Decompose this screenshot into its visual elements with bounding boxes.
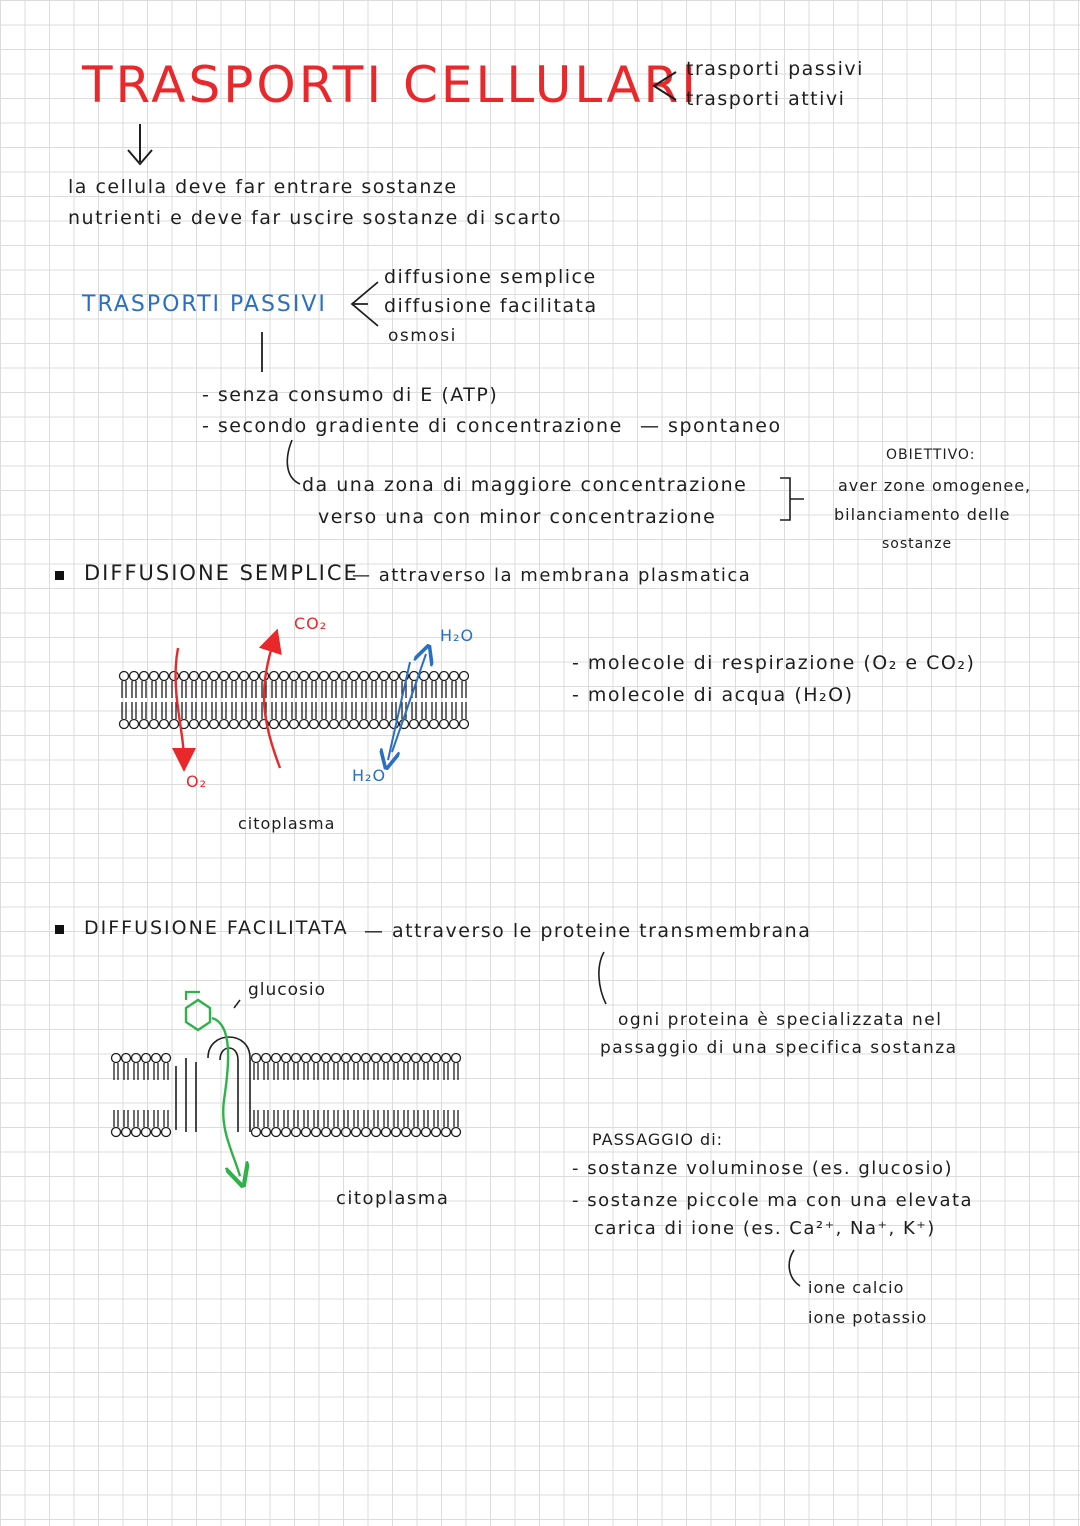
lipid-tail <box>334 1063 338 1080</box>
lipid-tail <box>122 681 126 698</box>
phospholipid-head <box>440 720 449 729</box>
phospholipid-head <box>262 1128 271 1137</box>
lipid-tail <box>344 1110 348 1127</box>
phospholipid-head <box>442 1054 451 1063</box>
phospholipid-head <box>160 720 169 729</box>
lipid-tail <box>374 1110 378 1127</box>
phospholipid-head <box>380 720 389 729</box>
lipid-tail <box>322 702 326 719</box>
phospholipid-head <box>120 720 129 729</box>
lipid-tail <box>362 702 366 719</box>
phospholipid-head <box>350 672 359 681</box>
semplice-molecule-1: - molecole di respirazione (O₂ e CO₂) <box>572 652 976 674</box>
phospholipid-head <box>270 720 279 729</box>
phospholipid-head <box>332 1128 341 1137</box>
lipid-tail <box>294 1110 298 1127</box>
phospholipid-head <box>132 1054 141 1063</box>
phospholipid-head <box>410 720 419 729</box>
lipid-tail <box>222 702 226 719</box>
lipid-tail <box>142 702 146 719</box>
phospholipid-head <box>180 672 189 681</box>
phospholipid-head <box>150 720 159 729</box>
lipid-tail <box>334 1110 338 1127</box>
phospholipid-head <box>322 1054 331 1063</box>
lipid-tail <box>302 681 306 698</box>
phospholipid-head <box>442 1128 451 1137</box>
lipid-tail <box>354 1110 358 1127</box>
lipid-tail <box>162 702 166 719</box>
lipid-tail <box>242 681 246 698</box>
phospholipid-head <box>312 1128 321 1137</box>
phospholipid-head <box>360 672 369 681</box>
lipid-tail <box>172 702 176 719</box>
phospholipid-head <box>362 1128 371 1137</box>
lipid-tail <box>284 1110 288 1127</box>
lipid-tail <box>164 1063 168 1080</box>
phospholipid-head <box>252 1054 261 1063</box>
phospholipid-head <box>240 672 249 681</box>
lipid-tail <box>372 681 376 698</box>
passive-bracket <box>352 282 378 326</box>
intro-line-1: la cellula deve far entrare sostanze <box>68 176 458 198</box>
passive-heading: TRASPORTI PASSIVI <box>82 292 327 317</box>
phospholipid-head <box>380 672 389 681</box>
phospholipid-head <box>150 672 159 681</box>
phospholipid-head <box>210 672 219 681</box>
lipid-tail <box>202 702 206 719</box>
ion-potassium: ione potassio <box>808 1308 928 1327</box>
lipid-tail <box>144 1063 148 1080</box>
phospholipid-head <box>290 720 299 729</box>
lipid-tail <box>164 1110 168 1127</box>
lipid-tail <box>342 702 346 719</box>
phospholipid-head <box>440 672 449 681</box>
title-type-passive: trasporti passivi <box>686 58 864 80</box>
lipid-tail <box>284 1063 288 1080</box>
objective-line-2: bilanciamento delle <box>834 505 1011 524</box>
lipid-tail <box>382 681 386 698</box>
lipid-tail <box>332 702 336 719</box>
lipid-tail <box>364 1063 368 1080</box>
phospholipid-head <box>460 720 469 729</box>
phospholipid-head <box>402 1054 411 1063</box>
lipid-tail <box>304 1063 308 1080</box>
phospholipid-head <box>270 672 279 681</box>
lipid-tail <box>232 702 236 719</box>
lipid-tail <box>152 681 156 698</box>
lipid-tail <box>424 1063 428 1080</box>
lipid-tail <box>324 1063 328 1080</box>
lipid-tail <box>412 702 416 719</box>
lipid-tail <box>272 702 276 719</box>
phospholipid-head <box>370 672 379 681</box>
phospholipid-head <box>200 672 209 681</box>
gradient-line-1: da una zona di maggiore concentrazione <box>302 474 748 496</box>
intro-line-2: nutrienti e deve far uscire sostanze di scarto <box>68 207 563 229</box>
phospholipid-head <box>310 672 319 681</box>
lipid-tail <box>292 681 296 698</box>
lipid-tail <box>404 1063 408 1080</box>
lipid-tail <box>282 702 286 719</box>
lipid-tail <box>422 702 426 719</box>
label-o2: O₂ <box>186 772 208 791</box>
phospholipid-head <box>132 1128 141 1137</box>
facilitata-cytoplasm-label: citoplasma <box>336 1188 450 1209</box>
passage-line-2: - sostanze piccole ma con una elevata <box>572 1190 974 1211</box>
phospholipid-head <box>122 1128 131 1137</box>
lipid-tail <box>382 702 386 719</box>
semplice-molecule-2: - molecole di acqua (H₂O) <box>572 684 854 706</box>
label-co2: CO₂ <box>294 614 328 633</box>
lipid-tail <box>364 1110 368 1127</box>
lipid-tail <box>462 681 466 698</box>
phospholipid-head <box>350 720 359 729</box>
lipid-tail <box>192 681 196 698</box>
lipid-tail <box>452 702 456 719</box>
phospholipid-head <box>220 672 229 681</box>
lipid-tail <box>252 681 256 698</box>
lipid-tail <box>392 702 396 719</box>
phospholipid-head <box>422 1054 431 1063</box>
semplice-desc: — attraverso la membrana plasmatica <box>352 565 752 586</box>
lipid-tail <box>254 1063 258 1080</box>
lipid-tail <box>192 702 196 719</box>
phospholipid-head <box>140 672 149 681</box>
passive-type-1: diffusione semplice <box>384 266 597 288</box>
phospholipid-head <box>392 1054 401 1063</box>
lipid-tail <box>222 681 226 698</box>
lipid-tail <box>352 702 356 719</box>
lipid-tail <box>252 702 256 719</box>
lipid-tail <box>434 1063 438 1080</box>
lipid-tail <box>432 681 436 698</box>
phospholipid-head <box>340 672 349 681</box>
lipid-tail <box>384 1063 388 1080</box>
lipid-tail <box>442 702 446 719</box>
gradient-brace <box>780 478 804 520</box>
lipid-tail <box>432 702 436 719</box>
phospholipid-head <box>372 1054 381 1063</box>
phospholipid-head <box>452 1054 461 1063</box>
phospholipid-head <box>320 720 329 729</box>
lipid-tail <box>322 681 326 698</box>
label-h2o-bottom: H₂O <box>352 766 387 785</box>
phospholipid-head <box>310 720 319 729</box>
passive-type-2: diffusione facilitata <box>384 295 598 317</box>
phospholipid-head <box>280 672 289 681</box>
lipid-tail <box>414 1110 418 1127</box>
lipid-tail <box>374 1063 378 1080</box>
phospholipid-head <box>422 1128 431 1137</box>
title-type-active: trasporti attivi <box>686 88 846 110</box>
lipid-tail <box>434 1110 438 1127</box>
phospholipid-head <box>432 1128 441 1137</box>
phospholipid-head <box>372 1128 381 1137</box>
passive-point-energy: - senza consumo di E (ATP) <box>202 384 499 406</box>
phospholipid-head <box>152 1128 161 1137</box>
phospholipid-head <box>290 672 299 681</box>
specialized-line-1: ogni proteina è specializzata nel <box>618 1010 943 1030</box>
phospholipid-head <box>390 672 399 681</box>
transmembrane-protein <box>176 1037 250 1132</box>
lipid-tail <box>124 1063 128 1080</box>
facilitata-heading: DIFFUSIONE FACILITATA <box>84 917 349 939</box>
phospholipid-head <box>282 1054 291 1063</box>
passage-line-1: - sostanze voluminose (es. glucosio) <box>572 1158 954 1179</box>
phospholipid-head <box>420 672 429 681</box>
phospholipid-head <box>332 1054 341 1063</box>
gradient-connector <box>287 440 300 484</box>
lipid-tail <box>264 1110 268 1127</box>
phospholipid-head <box>330 720 339 729</box>
lipid-tail <box>452 681 456 698</box>
lipid-tail <box>302 702 306 719</box>
lipid-tail <box>274 1110 278 1127</box>
phospholipid-head <box>272 1054 281 1063</box>
lipid-tail <box>122 702 126 719</box>
lipid-tail <box>384 1110 388 1127</box>
passive-point-spontaneous: — spontaneo <box>640 415 782 437</box>
phospholipid-head <box>250 672 259 681</box>
phospholipid-head <box>292 1128 301 1137</box>
phospholipid-head <box>342 1128 351 1137</box>
phospholipid-head <box>320 672 329 681</box>
phospholipid-head <box>430 720 439 729</box>
phospholipid-head <box>252 1128 261 1137</box>
passage-title: PASSAGGIO di: <box>592 1130 724 1149</box>
lipid-tail <box>372 702 376 719</box>
passage-line-3: carica di ione (es. Ca²⁺, Na⁺, K⁺) <box>594 1218 936 1239</box>
lipid-tail <box>154 1063 158 1080</box>
phospholipid-head <box>302 1054 311 1063</box>
lipid-tail <box>242 702 246 719</box>
passive-type-3: osmosi <box>388 326 457 346</box>
phospholipid-head <box>322 1128 331 1137</box>
phospholipid-head <box>342 1054 351 1063</box>
lipid-tail <box>264 1063 268 1080</box>
title-bracket <box>654 72 676 100</box>
phospholipid-head <box>142 1128 151 1137</box>
lipid-tail <box>324 1110 328 1127</box>
lipid-tail <box>312 681 316 698</box>
phospholipid-head <box>302 1128 311 1137</box>
lipid-tail <box>422 681 426 698</box>
lipid-tail <box>134 1110 138 1127</box>
lipid-tail <box>344 1063 348 1080</box>
lipid-tail <box>142 681 146 698</box>
phospholipid-head <box>450 720 459 729</box>
phospholipid-head <box>262 1054 271 1063</box>
lipid-tail <box>444 1110 448 1127</box>
lipid-tail <box>272 681 276 698</box>
phospholipid-head <box>250 720 259 729</box>
ions-connector <box>789 1250 800 1286</box>
phospholipid-head <box>210 720 219 729</box>
semplice-cytoplasm-label: citoplasma <box>238 814 336 833</box>
lipid-tail <box>444 1063 448 1080</box>
lipid-tail <box>404 1110 408 1127</box>
lipid-tail <box>212 681 216 698</box>
lipid-tail <box>182 702 186 719</box>
phospholipid-head <box>382 1128 391 1137</box>
phospholipid-head <box>220 720 229 729</box>
lipid-tail <box>114 1110 118 1127</box>
phospholipid-head <box>170 720 179 729</box>
phospholipid-head <box>280 720 289 729</box>
lipid-tail <box>132 702 136 719</box>
phospholipid-head <box>122 1054 131 1063</box>
phospholipid-head <box>230 720 239 729</box>
lipid-tail <box>454 1063 458 1080</box>
lipid-tail <box>332 681 336 698</box>
phospholipid-head <box>412 1128 421 1137</box>
phospholipid-head <box>190 720 199 729</box>
phospholipid-head <box>112 1128 121 1137</box>
phospholipid-head <box>392 1128 401 1137</box>
phospholipid-head <box>130 672 139 681</box>
lipid-tail <box>354 1063 358 1080</box>
lipid-tail <box>274 1063 278 1080</box>
lipid-tail <box>442 681 446 698</box>
phospholipid-head <box>190 672 199 681</box>
lipid-tail <box>162 681 166 698</box>
phospholipid-head <box>430 672 439 681</box>
phospholipid-head <box>412 1054 421 1063</box>
phospholipid-head <box>240 720 249 729</box>
phospholipid-head <box>370 720 379 729</box>
phospholipid-head <box>382 1054 391 1063</box>
phospholipid-head <box>340 720 349 729</box>
phospholipid-head <box>402 1128 411 1137</box>
phospholipid-head <box>420 720 429 729</box>
phospholipid-head <box>162 1128 171 1137</box>
phospholipid-head <box>170 672 179 681</box>
lipid-tail <box>294 1063 298 1080</box>
phospholipid-head <box>272 1128 281 1137</box>
phospholipid-head <box>200 720 209 729</box>
phospholipid-head <box>300 720 309 729</box>
phospholipid-head <box>120 672 129 681</box>
lipid-tail <box>134 1063 138 1080</box>
lipid-tail <box>124 1110 128 1127</box>
phospholipid-head <box>330 672 339 681</box>
glucose-label-pointer <box>234 1000 240 1008</box>
lipid-tail <box>152 702 156 719</box>
o2-arrow <box>176 648 184 760</box>
lipid-tail <box>342 681 346 698</box>
phospholipid-head <box>452 1128 461 1137</box>
lipid-tail <box>454 1110 458 1127</box>
gradient-line-2: verso una con minor concentrazione <box>318 506 717 528</box>
lipid-tail <box>282 681 286 698</box>
lipid-tail <box>394 1063 398 1080</box>
lipid-tail <box>414 1063 418 1080</box>
lipid-tail <box>362 681 366 698</box>
passive-point-gradient: - secondo gradiente di concentrazione <box>202 415 623 437</box>
phospholipid-head <box>292 1054 301 1063</box>
phospholipid-head <box>450 672 459 681</box>
lipid-tail <box>254 1110 258 1127</box>
membrane-facilitated <box>112 1054 461 1137</box>
lipid-tail <box>352 681 356 698</box>
glucose-label: glucosio <box>248 980 327 1000</box>
lipid-tail <box>154 1110 158 1127</box>
glucose-hexagon <box>186 1000 210 1030</box>
specialized-line-2: passaggio di una specifica sostanza <box>600 1038 958 1058</box>
lipid-tail <box>132 681 136 698</box>
lipid-tail <box>304 1110 308 1127</box>
facilitata-desc: — attraverso le proteine transmembrana <box>364 920 812 942</box>
phospholipid-head <box>130 720 139 729</box>
lipid-tail <box>394 1110 398 1127</box>
objective-line-3: sostanze <box>882 536 953 552</box>
phospholipid-head <box>282 1128 291 1137</box>
phospholipid-head <box>300 672 309 681</box>
phospholipid-head <box>362 1054 371 1063</box>
page-title: TRASPORTI CELLULARI <box>82 56 700 114</box>
lipid-tail <box>182 681 186 698</box>
phospholipid-head <box>352 1128 361 1137</box>
lipid-tail <box>312 702 316 719</box>
lipid-tail <box>392 681 396 698</box>
phospholipid-head <box>352 1054 361 1063</box>
semplice-heading: DIFFUSIONE SEMPLICE <box>84 561 359 585</box>
phospholipid-head <box>360 720 369 729</box>
phospholipid-head <box>160 672 169 681</box>
lipid-tail <box>202 681 206 698</box>
ion-calcium: ione calcio <box>808 1278 905 1297</box>
phospholipid-head <box>432 1054 441 1063</box>
objective-title: OBIETTIVO: <box>886 447 976 463</box>
phospholipid-head <box>152 1054 161 1063</box>
label-h2o-top: H₂O <box>440 626 475 645</box>
lipid-tail <box>114 1063 118 1080</box>
lipid-tail <box>144 1110 148 1127</box>
objective-line-1: aver zone omogenee, <box>838 476 1032 495</box>
lipid-tail <box>314 1110 318 1127</box>
phospholipid-head <box>140 720 149 729</box>
phospholipid-head <box>230 672 239 681</box>
lipid-tail <box>292 702 296 719</box>
phospholipid-head <box>162 1054 171 1063</box>
phospholipid-head <box>142 1054 151 1063</box>
facilitata-connector <box>599 952 606 1004</box>
title-down-arrow <box>128 124 152 164</box>
phospholipid-head <box>112 1054 121 1063</box>
lipid-tail <box>232 681 236 698</box>
lipid-tail <box>212 702 216 719</box>
lipid-tail <box>314 1063 318 1080</box>
lipid-tail <box>462 702 466 719</box>
phospholipid-head <box>460 672 469 681</box>
phospholipid-head <box>312 1054 321 1063</box>
lipid-tail <box>424 1110 428 1127</box>
